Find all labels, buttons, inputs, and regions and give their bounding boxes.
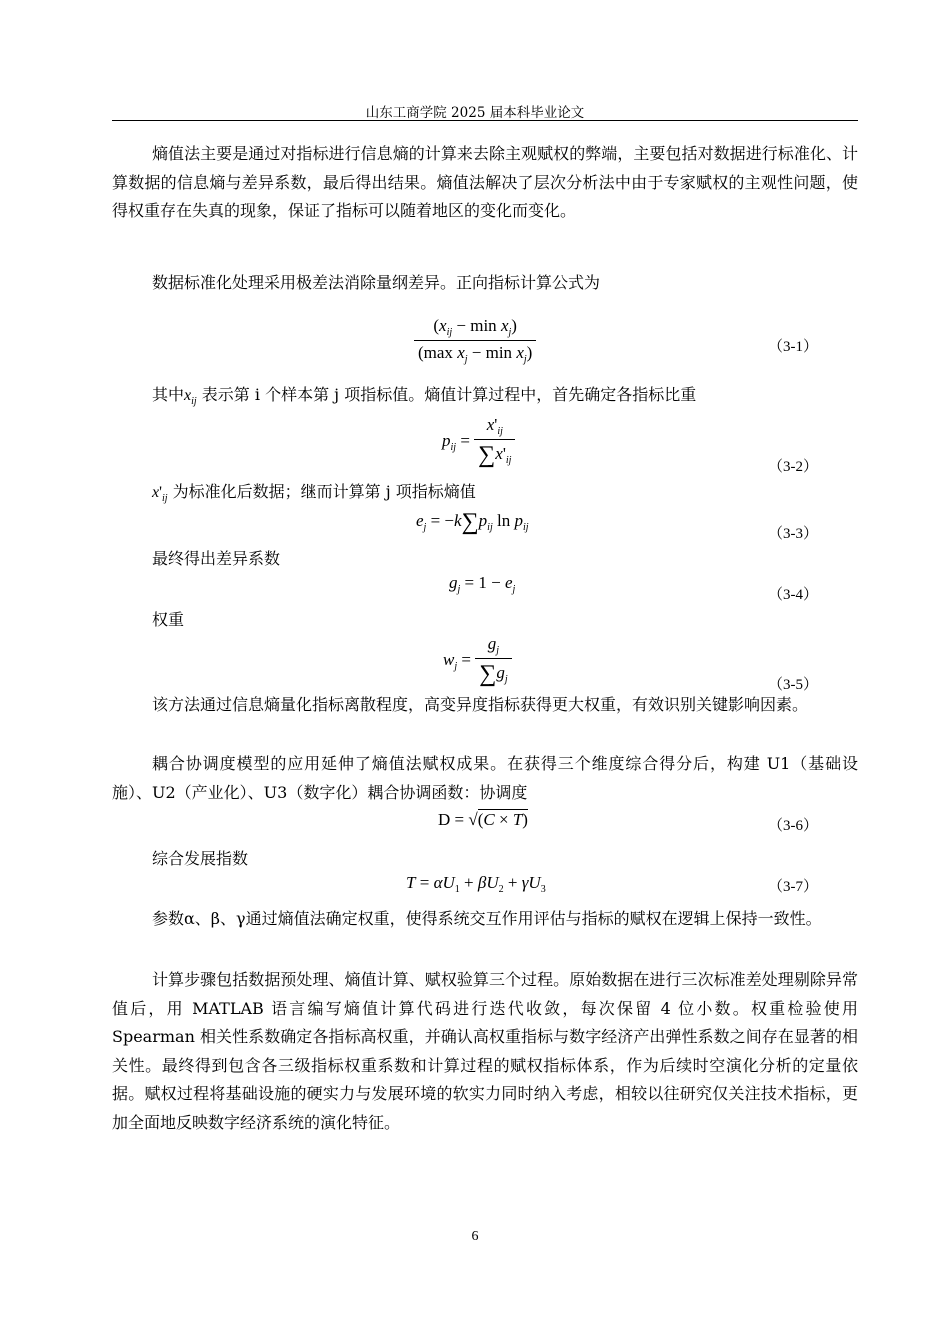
equation-3-3: $e_j = -k\sum p_{ij}$ $\ln p_{ij}$ — [416, 509, 529, 535]
paragraph-parameters: 参数α、β、γ通过熵值法确定权重，使得系统交互作用评估与指标的赋权在逻辑上保持一致性。 — [152, 909, 822, 928]
equation-3-6: D = √(C × T) — [438, 810, 528, 829]
paragraph-standardized-data: $x'_{ij}$ 为标准化后数据；继而计算第 j 项指标熵值 — [152, 482, 476, 504]
running-header: 山东工商学院 2025 届本科毕业论文 — [365, 105, 585, 121]
equation-3-7: $T = \alpha U_1 + \beta U_2 + \gamma U_3$ — [406, 873, 546, 895]
page-number: 6 — [471, 1229, 479, 1244]
paragraph-entropy-intro: 熵值法主要是通过对指标进行信息熵的计算来去除主观赋权的弊端，主要包括对数据进行标准化、计算数据的信息熵与差异系数，最后得出结果。熵值法解决了层次分析法中由于专家赋权的主观性问题，使得权重存在失真的现象，保证了指标可以随着地区的变化而变化。 — [112, 144, 858, 220]
equation-number-3-1: （3-1） — [768, 339, 818, 355]
paragraph-calculation-steps: 计算步骤包括数据预处理、熵值计算、赋权验算三个过程。原始数据在进行三次标准差处理剔除异常值后，用 MATLAB 语言编写熵值计算代码进行迭代收敛，每次保留 4 位小数。权重检验使用 Spearman 相关性系数确定各指标高权重，并确认高权重指标与数字经济产出弹性系数之间存在显著的相关性。最终得到包含各三级指标权重系数和计算过程的赋权指标体系，作为后续时空演化分析的定量依据。赋权过程将基础设施的硬实力与发展环境的软实力同时纳入考虑，相较以往研究仅关注技术指标，更加全面地反映数字经济系统的演化特征。 — [112, 970, 858, 1132]
equation-number-3-3: （3-3） — [768, 526, 818, 542]
equation-number-3-6: （3-6） — [768, 818, 818, 834]
paragraph-weight: 权重 — [152, 610, 185, 629]
equation-3-5: $w_j$ = $\frac{g_j}{\sum g_j}$ — [443, 634, 512, 688]
equation-number-3-7: （3-7） — [768, 879, 818, 895]
equation-3-4: $g_j = 1 - e_j$ — [449, 573, 516, 595]
equation-3-2: $p_{ij}$ = $\frac{x'_{ij}}{\sum x'_{ij}}$ — [442, 415, 515, 469]
equation-3-1: $\frac{(x_{ij} - \min x_j)}{(\max x_j - \min x_j)}$ — [414, 316, 536, 365]
equation-number-3-4: （3-4） — [768, 587, 818, 603]
header-rule — [112, 120, 858, 121]
paragraph-xij-definition: 其中$x_{ij}$ 表示第 i 个样本第 j 项指标值。熵值计算过程中，首先确定各指标比重 — [152, 385, 697, 407]
equation-number-3-2: （3-2） — [768, 459, 818, 475]
paragraph-difference-coefficient: 最终得出差异系数 — [152, 549, 281, 568]
equation-number-3-5: （3-5） — [768, 677, 818, 693]
paragraph-standardization: 数据标准化处理采用极差法消除量纲差异。正向指标计算公式为 — [152, 273, 601, 292]
paragraph-composite-index: 综合发展指数 — [152, 849, 249, 868]
paragraph-coupling-model: 耦合协调度模型的应用延伸了熵值法赋权成果。在获得三个维度综合得分后，构建 U1（基础设施）、U2（产业化）、U3（数字化）耦合协调函数：协调度 — [112, 754, 858, 802]
paragraph-method-summary: 该方法通过信息熵量化指标离散程度，高变异度指标获得更大权重，有效识别关键影响因素。 — [152, 695, 809, 714]
